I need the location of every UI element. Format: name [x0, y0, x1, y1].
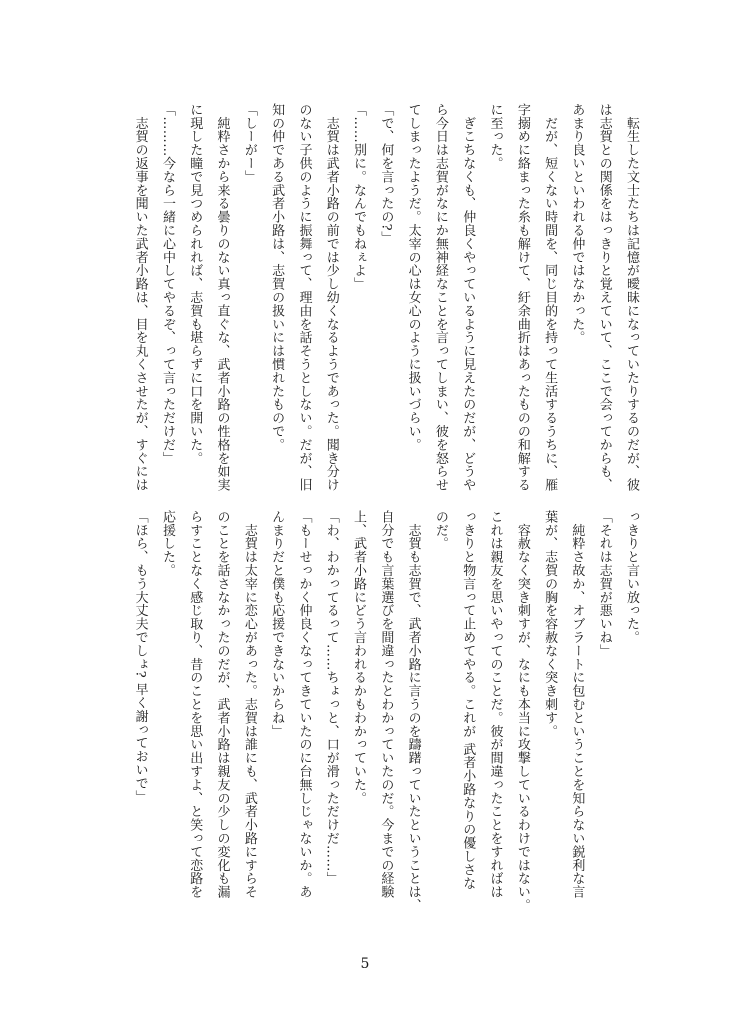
text-line: てしまったようだ。太宰の心は女心のように扱いづらい。: [405, 103, 421, 452]
text-line: だが、短くない時間を、同じ目的を持って生活するうちに、雁: [542, 103, 558, 492]
text-line: に至った。: [487, 103, 503, 170]
text-line: ぎこちなくも、仲良くやっているように見えたのだが、どうや: [460, 103, 476, 492]
lower-text-block: [132, 510, 645, 912]
text-line: んまりだと僕も応援できないからね」: [269, 510, 285, 738]
text-line: 「しーがー」: [241, 103, 257, 184]
text-line: 「………今なら一緒に心中してやるぞ、って言っただけだ」: [159, 103, 175, 465]
text-line: 志賀は太宰に恋心があった。志賀は誰にも、武者小路にすらそ: [241, 510, 257, 899]
text-line: あまり良いといわれる仲ではなかった。: [569, 103, 585, 345]
text-line: 自分でも言葉選びを間違ったとわかっていたのだ。今までの経験: [378, 510, 394, 899]
text-line: 応援した。: [159, 510, 175, 577]
text-line: っきりと言い放った。: [624, 510, 639, 644]
text-line: 「……別に。なんでもねぇよ」: [351, 103, 367, 291]
text-line: ら今日は志賀がなにか無神経なことを言ってしまい、彼を怒らせ: [432, 103, 448, 492]
page-number: 5: [360, 956, 370, 972]
text-line: っきりと物言って止めてやる。これが 武者小路なりの優しさな: [460, 510, 476, 890]
text-line: 志賀の返事を聞いた武者小路は、目を丸くさせたが、すぐには: [132, 103, 148, 492]
text-line: 字搦めに絡まった糸も解けて、紆余曲折はあったものの和解する: [514, 103, 530, 492]
text-line: 転生した文士たちは記憶が曖昧になっていたりするのだが、彼: [624, 103, 639, 492]
text-line: のない子供のように振舞って、理由を話そうとしない。だが、旧: [296, 103, 312, 492]
text-line: 純粋さから来る曇りのない真っ直ぐな、武者小路の性格を如実: [214, 103, 230, 492]
text-line: 純粋さ故か、オブラートに包むということを知らない鋭利な言: [569, 510, 585, 899]
text-line: 志賀は武者小路の前では少し幼くなるようであった。聞き分け: [323, 103, 339, 492]
text-line: は志賀との関係をはっきりと覚えていて、ここで会ってからも、: [596, 103, 612, 492]
text-line: 「ほら、もう大丈夫でしょ? 早く謝っておいで」: [132, 510, 148, 804]
text-line: 「それは志賀が悪いね」: [596, 510, 612, 658]
text-line: のだ。: [432, 510, 448, 551]
text-line: これは親友を思いやってのことだ。彼が間違ったことをすればは: [487, 510, 503, 899]
text-line: のことを話さなかったのだが、武者小路は親友の少しの変化も漏: [214, 510, 230, 899]
text-line: 「わ、わかってるって……ちょっと、口が滑っただけだ……」: [323, 510, 339, 886]
upper-text-block: [132, 103, 645, 492]
text-line: 知の仲である武者小路は、志賀の扱いには慣れたもので。: [269, 103, 285, 452]
text-line: らすことなく感じ取り、昔のことを思い出すよ、と笑って恋路を: [187, 510, 203, 899]
text-line: 「もーせっかく仲良くなってきていたのに台無しじゃないか。あ: [296, 510, 312, 899]
text-line: 葉が、志賀の胸を容赦なく突き刺す。: [542, 510, 558, 738]
text-line: 志賀も志賀で、武者小路に言うのを躊躇っていたということは、: [405, 510, 421, 912]
text-line: に現した瞳で見つめられれば、志賀も堪らずに口を開いた。: [187, 103, 203, 465]
text-line: 上、武者小路にどう言われるかもわかっていた。: [351, 510, 367, 805]
text-line: 「で、何を言ったの?」: [378, 103, 394, 245]
text-line: 容赦なく突き刺すが、なにも本当に攻撃しているわけではない。: [514, 510, 530, 912]
